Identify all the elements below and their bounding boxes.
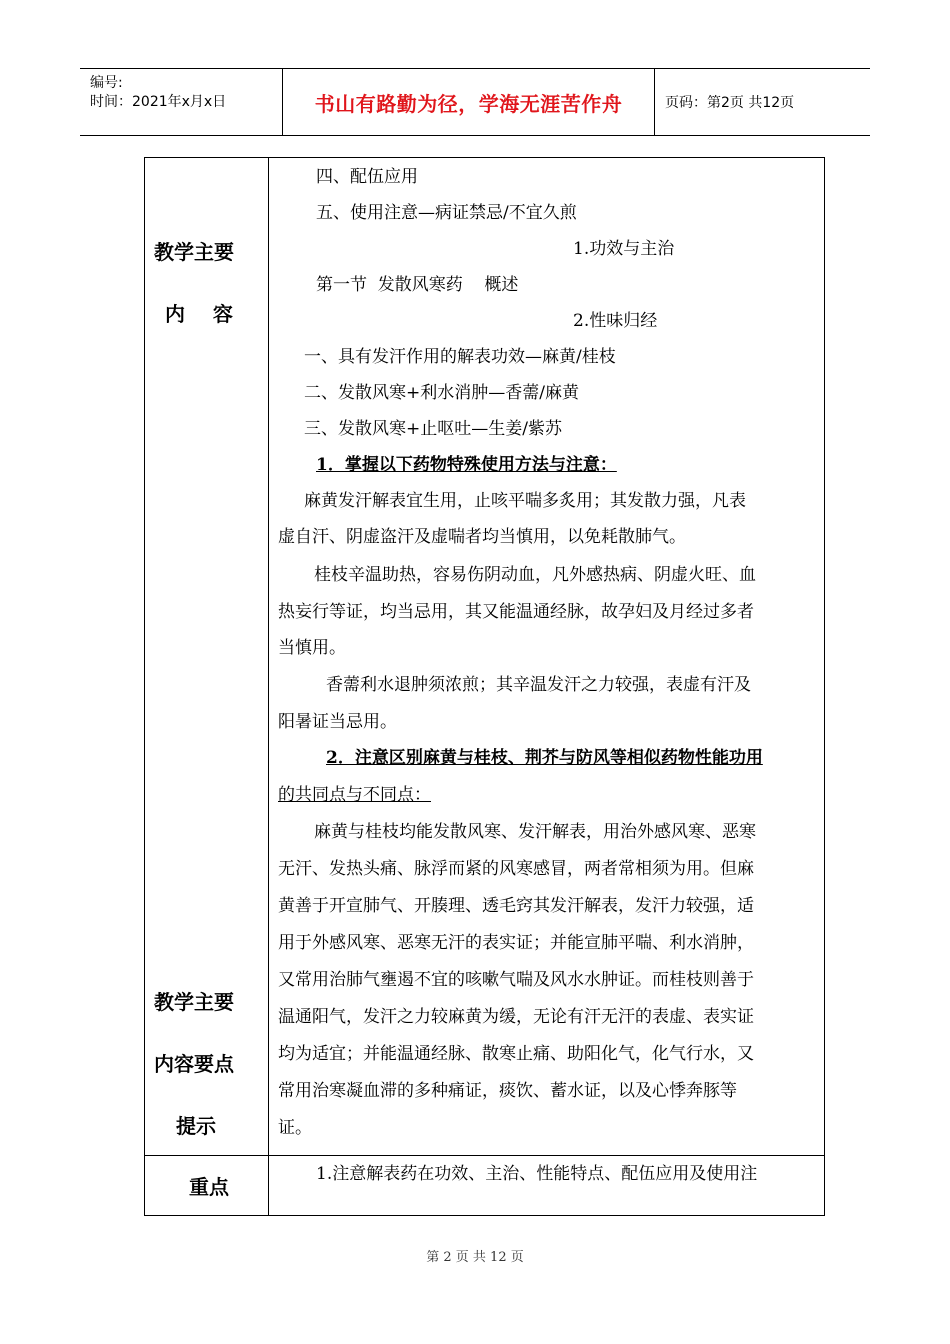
- content-line: 五、使用注意—病证禁忌/不宜久煎: [316, 203, 577, 223]
- section-title: 第一节 发散风寒药 概述: [316, 275, 519, 295]
- header-page-info: 页码：第2页 共12页: [665, 95, 795, 111]
- content-line: 一、具有发汗作用的解表功效—麻黄/桂枝: [304, 347, 616, 367]
- content-line: 虚自汗、阴虚盗汗及虚喘者均当慎用，以免耗散肺气。: [278, 527, 686, 547]
- content-line: 四、配伍应用: [316, 167, 418, 187]
- content-line: 2.性味归经: [573, 311, 658, 331]
- label-points-3: 提示: [176, 1114, 216, 1138]
- content-line: 1.功效与主治: [573, 239, 675, 259]
- date-label: 时间：2021年x月x日: [90, 94, 227, 110]
- heading-differences-cont: 的共同点与不同点：: [278, 785, 431, 805]
- content-line: 无汗、发热头痛、脉浮而紧的风寒感冒，两者常相须为用。但麻: [278, 859, 754, 879]
- content-line: 温通阳气，发汗之力较麻黄为缓，无论有汗无汗的表虚、表实证: [278, 1007, 754, 1027]
- heading-usage-notes: 1．掌握以下药物特殊使用方法与注意：: [316, 455, 617, 475]
- row-divider: [145, 1155, 824, 1156]
- content-line: 香薷利水退肿须浓煎；其辛温发汗之力较强，表虚有汗及: [326, 675, 751, 695]
- content-line: 桂枝辛温助热，容易伤阴动血，凡外感热病、阴虚火旺、血: [314, 565, 756, 585]
- label-main-content-1: 教学主要: [154, 240, 234, 264]
- label-points-1: 教学主要: [154, 990, 234, 1014]
- content-line: 证。: [278, 1118, 312, 1138]
- page-footer: 第 2 页 共 12 页: [426, 1250, 524, 1265]
- column-divider: [268, 158, 269, 1215]
- content-line: 热妄行等证，均当忌用，其又能温通经脉，故孕妇及月经过多者: [278, 602, 754, 622]
- content-line: 三、发散风寒+止呕吐—生姜/紫苏: [304, 419, 562, 439]
- header-motto: [283, 69, 655, 135]
- motto-text: 书山有路勤为径，学海无涯苦作舟: [314, 91, 623, 116]
- key-point-line: 1.注意解表药在功效、主治、性能特点、配伍应用及使用注: [316, 1164, 758, 1184]
- content-line: 阳暑证当忌用。: [278, 712, 397, 732]
- header-meta: [80, 69, 283, 135]
- page-header: [80, 68, 870, 136]
- heading-differences: 2．注意区别麻黄与桂枝、荆芥与防风等相似药物性能功用: [326, 748, 763, 768]
- content-line: 用于外感风寒、恶寒无汗的表实证；并能宣肺平喘、利水消肿，: [278, 933, 754, 953]
- label-key-points: 重点: [189, 1175, 229, 1199]
- content-line: 均为适宜；并能温通经脉、散寒止痛、助阳化气，化气行水，又: [278, 1044, 754, 1064]
- content-line: 麻黄发汗解表宜生用，止咳平喘多炙用；其发散力强，凡表: [304, 491, 746, 511]
- content-line: 当慎用。: [278, 638, 346, 658]
- content-line: 麻黄与桂枝均能发散风寒、发汗解表，用治外感风寒、恶寒: [314, 822, 756, 842]
- content-line: 二、发散风寒+利水消肿—香薷/麻黄: [304, 383, 579, 403]
- content-line: 又常用治肺气壅遏不宜的咳嗽气喘及风水水肿证。而桂枝则善于: [278, 970, 754, 990]
- lesson-table: [144, 157, 825, 1216]
- content-line: 黄善于开宣肺气、开腠理、透毛窍其发汗解表，发汗力较强，适: [278, 896, 754, 916]
- serial-label: 编号:: [90, 75, 123, 91]
- label-main-content-2: 内 容: [165, 302, 233, 326]
- label-points-2: 内容要点: [154, 1052, 234, 1076]
- content-line: 常用治寒凝血滞的多种痛证，痰饮、蓄水证，以及心悸奔豚等: [278, 1081, 737, 1101]
